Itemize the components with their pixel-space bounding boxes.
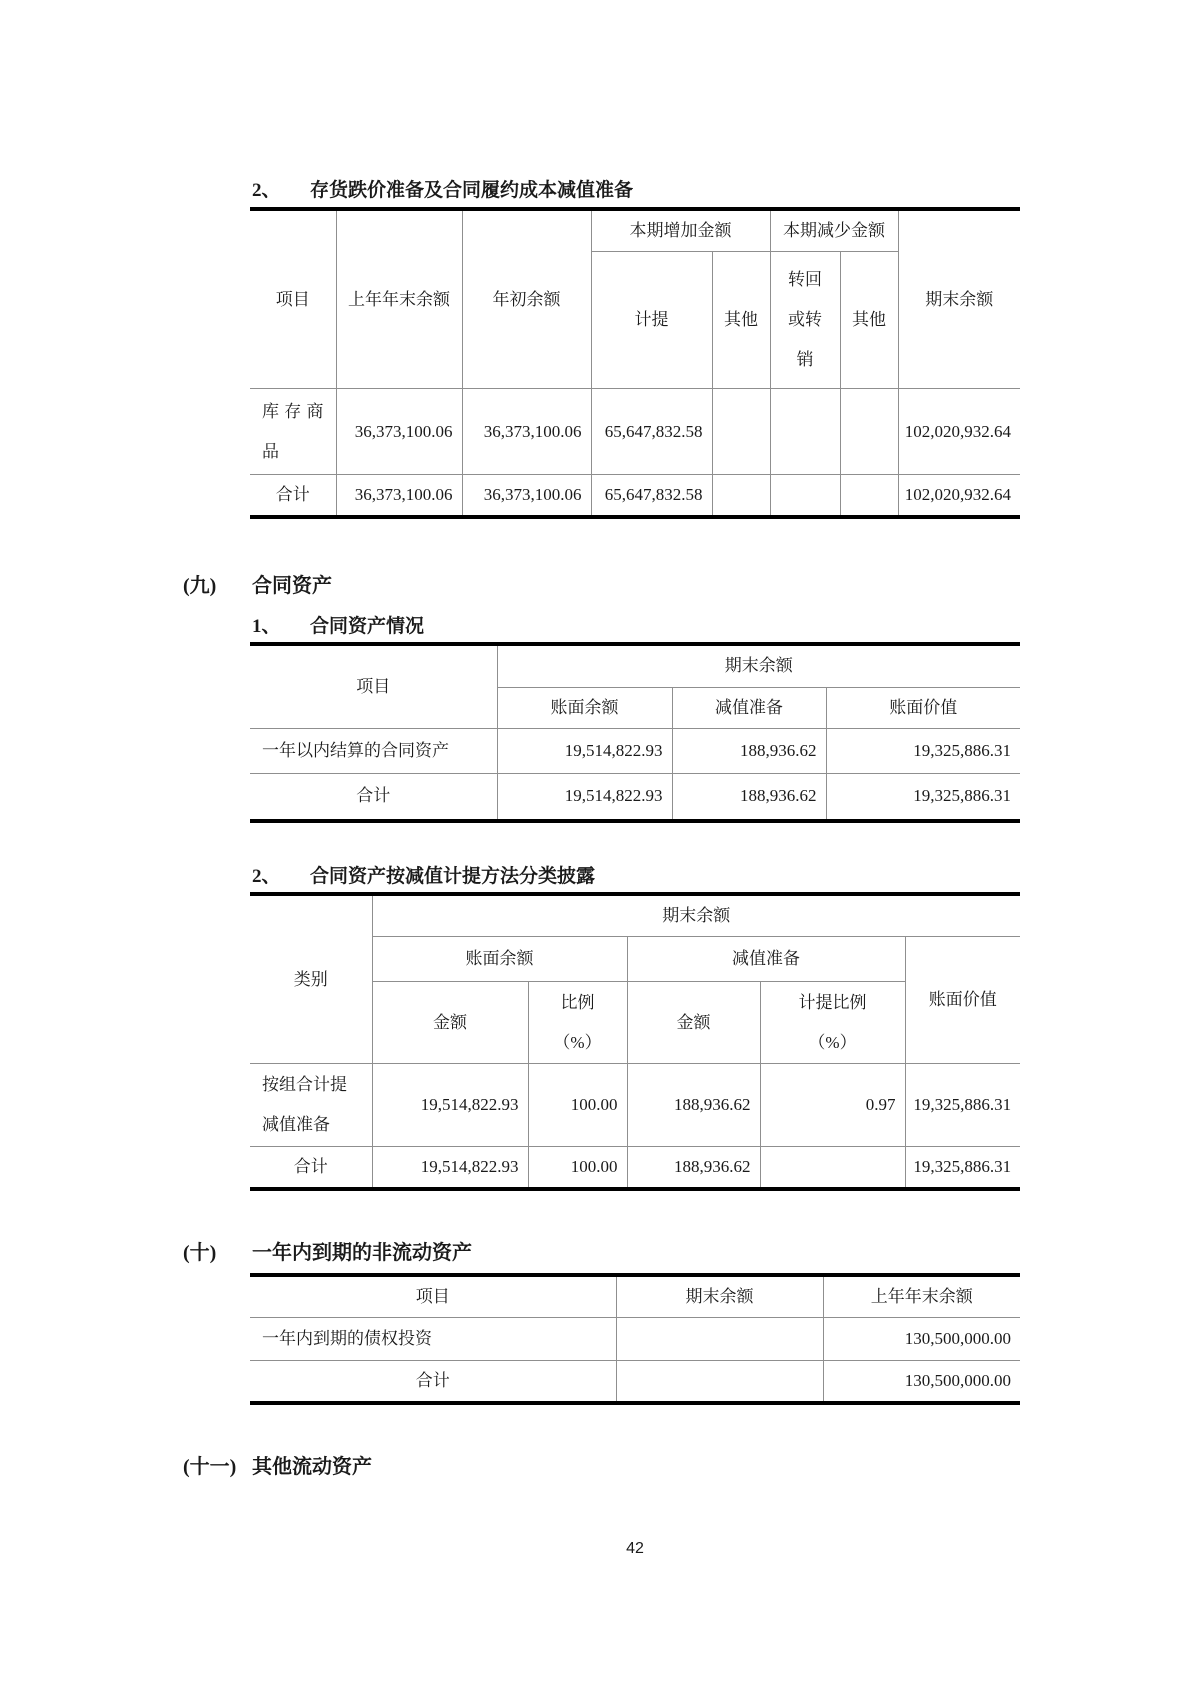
cell-item-label: 库存商品 (250, 389, 336, 475)
header-cell-ending-group: 期末余额 (497, 644, 1020, 687)
cell-carrying-value: 19,325,886.31 (826, 773, 1020, 821)
header-cell-decrease-other: 其他 (840, 252, 898, 389)
cell-provision-ratio (760, 1147, 905, 1190)
noncurrent-due-table (250, 1273, 1020, 1405)
cell-reversal (770, 475, 840, 518)
cell-impair-amount: 188,936.62 (627, 1064, 760, 1147)
table-row-total (250, 773, 1020, 821)
header-cell-provision: 计提 (591, 252, 712, 389)
cell-prior-balance: 130,500,000.00 (823, 1361, 1020, 1404)
cell-prior-balance: 36,373,100.06 (336, 475, 462, 518)
cell-ratio: 100.00 (528, 1147, 627, 1190)
table-row-portfolio-provision (250, 1064, 1020, 1147)
cell-ratio: 100.00 (528, 1064, 627, 1147)
heading-text: 合同资产按减值计提方法分类披露 (310, 866, 596, 887)
table-row-total (250, 1361, 1020, 1404)
heading-number: 2、 (252, 180, 281, 201)
heading-text: 一年内到期的非流动资产 (252, 1242, 472, 1264)
header-cell-book-balance-group: 账面余额 (372, 937, 627, 982)
header-cell-amount: 金额 (372, 982, 528, 1064)
cell-decrease-other (840, 389, 898, 475)
heading-number: 2、 (252, 866, 281, 887)
noncurrent-due-heading (183, 1240, 1200, 1267)
table-row-inventory-goods (250, 389, 1020, 475)
heading-number: (十) (183, 1242, 217, 1264)
cell-item-label: 一年以内结算的合同资产 (250, 728, 497, 773)
cell-impairment: 188,936.62 (672, 773, 826, 821)
cell-increase-other (712, 475, 770, 518)
header-cell-amount: 金额 (627, 982, 760, 1064)
header-cell-item: 项目 (250, 644, 497, 728)
provision-ratio-label: 计提比例 (798, 992, 867, 1012)
cell-total-label: 合计 (250, 1361, 616, 1404)
header-cell-prior-year-end: 上年年末余额 (823, 1275, 1020, 1318)
page-number: 42 (626, 1540, 644, 1557)
header-cell-increase-other: 其他 (712, 252, 770, 389)
ratio-unit: （%） (553, 1032, 602, 1052)
header-cell-ratio (528, 982, 627, 1064)
cell-provision-ratio: 0.97 (760, 1064, 905, 1147)
contract-assets-method-table (250, 892, 1020, 1191)
header-cell-book-balance: 账面余额 (497, 687, 672, 728)
header-cell-carrying-value: 账面价值 (905, 937, 1020, 1064)
contract-assets-status-table (250, 642, 1020, 823)
cell-increase-other (712, 389, 770, 475)
heading-text: 其他流动资产 (252, 1456, 372, 1478)
cell-prior-balance: 36,373,100.06 (336, 389, 462, 475)
cell-total-label: 合计 (250, 475, 336, 518)
cell-carrying-value: 19,325,886.31 (826, 728, 1020, 773)
table-header-row (250, 209, 1020, 252)
header-cell-decrease-group: 本期减少金额 (770, 209, 898, 252)
header-cell-provision-ratio (760, 982, 905, 1064)
header-cell-impairment-group: 减值准备 (627, 937, 905, 982)
heading-number: (十一) (183, 1456, 237, 1478)
cell-impair-amount: 188,936.62 (627, 1147, 760, 1190)
heading-text: 存货跌价准备及合同履约成本减值准备 (310, 180, 634, 201)
table-row-total (250, 475, 1020, 518)
cell-carrying-value: 19,325,886.31 (905, 1064, 1020, 1147)
cell-ending-balance: 102,020,932.64 (898, 475, 1020, 518)
header-cell-ending-group: 期末余额 (372, 894, 1020, 937)
table-row-settled-within-one-year (250, 728, 1020, 773)
header-cell-item: 项目 (250, 1275, 616, 1318)
contract-assets-method-heading (252, 864, 1200, 890)
cell-beginning-balance: 36,373,100.06 (462, 389, 591, 475)
cell-beginning-balance: 36,373,100.06 (462, 475, 591, 518)
heading-text: 合同资产 (252, 575, 332, 597)
header-cell-ending-balance: 期末余额 (898, 209, 1020, 389)
cell-amount: 19,514,822.93 (372, 1147, 528, 1190)
cell-total-label: 合计 (250, 1147, 372, 1190)
header-cell-increase-group: 本期增加金额 (591, 209, 770, 252)
heading-number: (九) (183, 575, 217, 597)
cell-ending-balance (616, 1318, 823, 1361)
cell-category-label: 按组合计提减值准备 (250, 1064, 372, 1147)
cell-item-label: 一年内到期的债权投资 (250, 1318, 616, 1361)
table-header-row (250, 1275, 1020, 1318)
table-row-debt-investments-due (250, 1318, 1020, 1361)
table-row-total (250, 1147, 1020, 1190)
table-header-row (250, 644, 1020, 687)
header-cell-impairment: 减值准备 (672, 687, 826, 728)
cell-carrying-value: 19,325,886.31 (905, 1147, 1020, 1190)
header-cell-item: 项目 (250, 209, 336, 389)
cell-reversal (770, 389, 840, 475)
ratio-label: 比例 (560, 992, 595, 1012)
cell-provision: 65,647,832.58 (591, 389, 712, 475)
cell-prior-balance: 130,500,000.00 (823, 1318, 1020, 1361)
provision-ratio-unit: （%） (808, 1032, 857, 1052)
cell-amount: 19,514,822.93 (372, 1064, 528, 1147)
header-cell-beginning-balance: 年初余额 (462, 209, 591, 389)
inventory-impairment-table (250, 207, 1020, 519)
contract-assets-heading (183, 573, 1200, 600)
inventory-impairment-heading (252, 178, 1200, 204)
header-cell-reversal-writeoff: 转回或转销 (770, 252, 840, 389)
cell-ending-balance: 102,020,932.64 (898, 389, 1020, 475)
cell-book-balance: 19,514,822.93 (497, 773, 672, 821)
cell-impairment: 188,936.62 (672, 728, 826, 773)
header-cell-carrying-value: 账面价值 (826, 687, 1020, 728)
cell-book-balance: 19,514,822.93 (497, 728, 672, 773)
header-cell-category: 类别 (250, 894, 372, 1064)
heading-number: 1、 (252, 616, 281, 637)
cell-decrease-other (840, 475, 898, 518)
cell-ending-balance (616, 1361, 823, 1404)
header-cell-ending-balance: 期末余额 (616, 1275, 823, 1318)
heading-text: 合同资产情况 (310, 616, 425, 637)
other-current-assets-heading (183, 1454, 1200, 1481)
contract-assets-status-heading (252, 614, 1200, 640)
table-header-row (250, 894, 1020, 937)
cell-total-label: 合计 (250, 773, 497, 821)
cell-provision: 65,647,832.58 (591, 475, 712, 518)
header-cell-prior-year-end: 上年年末余额 (336, 209, 462, 389)
